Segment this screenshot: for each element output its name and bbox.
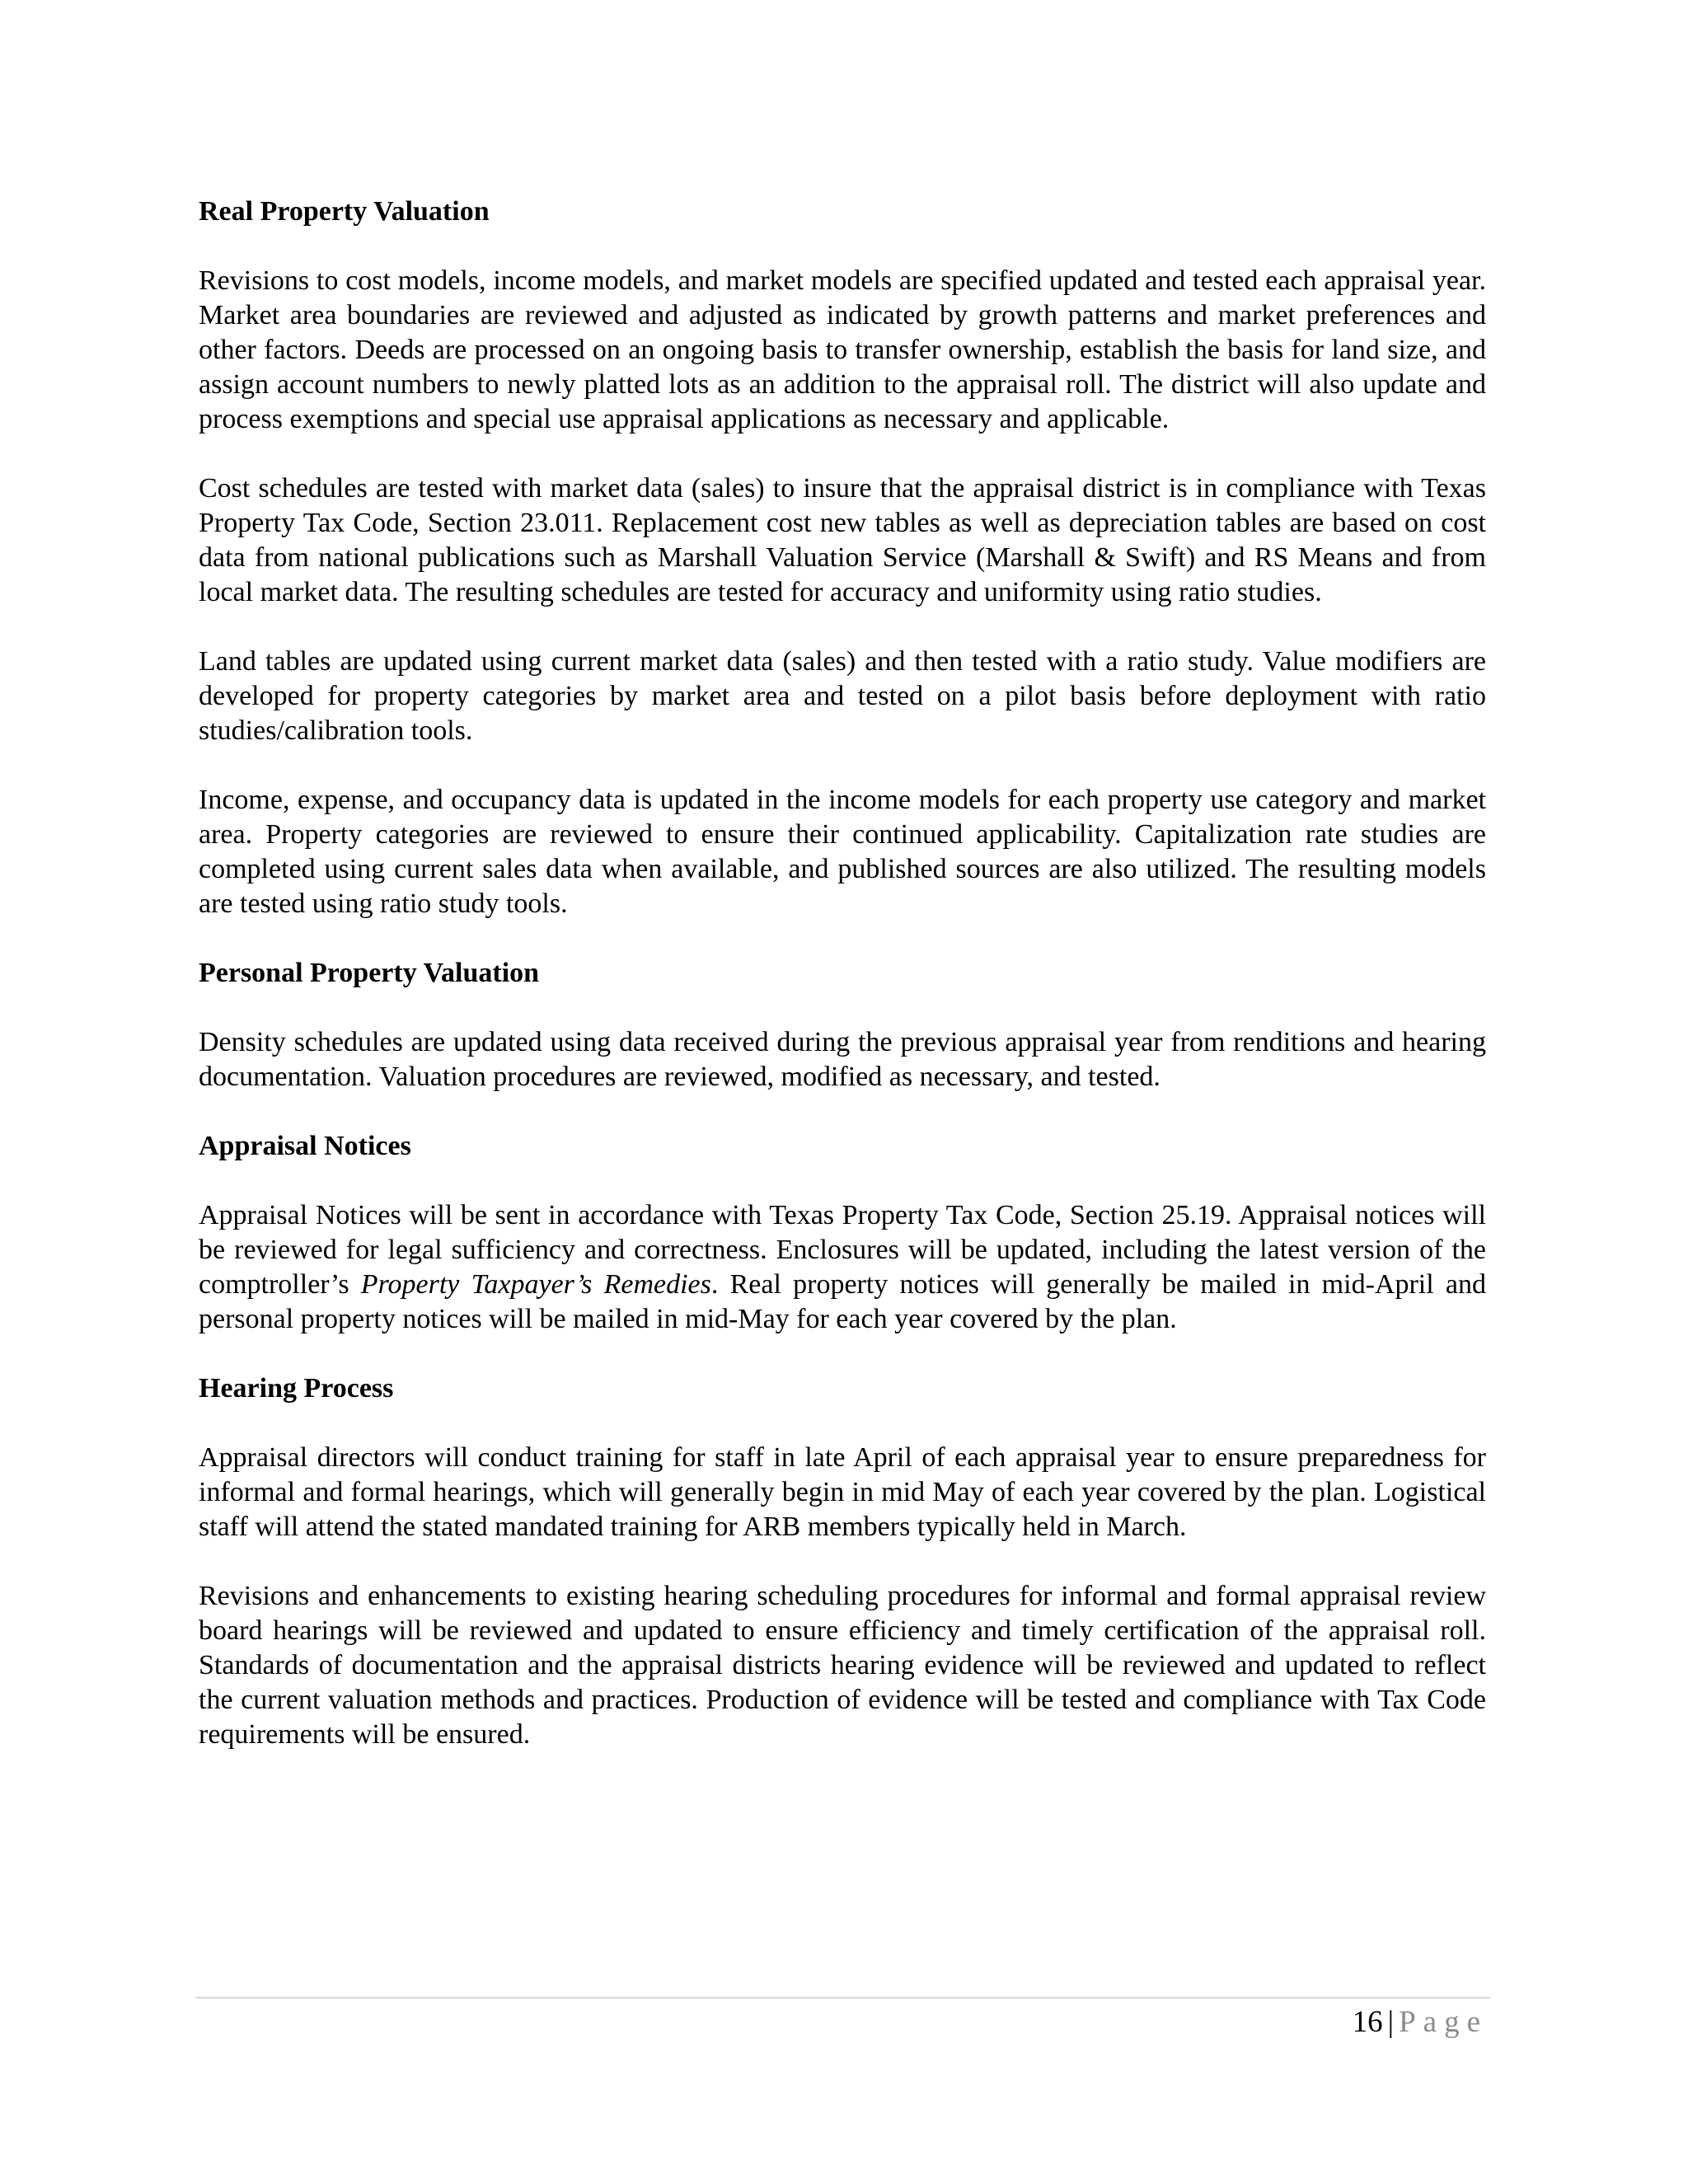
paragraph: Cost schedules are tested with market data (sales) to insure that the appraisal district is in compliance with Texas Property Tax Code, Section 23.011. Replacement cost new tables as well as depreciation tables are based on cost data from national publications such as Marshall Valuation Service (Marshall & Swift) and RS Means and from local market data. The resulting schedules are tested for accuracy and uniformity using ratio studies. xyxy=(199,473,1486,607)
page-number: 16 xyxy=(1352,2005,1383,2039)
page-footer xyxy=(1353,2004,1488,2041)
paragraph xyxy=(199,1198,1486,1337)
footer-divider xyxy=(195,1997,1490,1999)
page-label: Page xyxy=(1399,2005,1488,2039)
paragraph: Density schedules are updated using data received during the previous appraisal year from renditions and hearing documentation. Valuation procedures are reviewed, modified as necessary, and tested. xyxy=(199,1027,1486,1092)
page-content xyxy=(199,194,1486,1787)
publication-title: Property Taxpayer’s Remedies xyxy=(360,1269,711,1300)
footer-separator: | xyxy=(1387,2005,1395,2039)
paragraph-text: . Real property notices will generally be mailed in mid-April and personal property notices will be mailed in mid-May for each year covered by the plan. xyxy=(199,1269,1486,1334)
section-heading-appraisal-notices: Appraisal Notices xyxy=(199,1131,411,1161)
section-heading-personal-property: Personal Property Valuation xyxy=(199,958,540,988)
paragraph: Appraisal directors will conduct training for staff in late April of each appraisal year to ensure preparedness for informal and formal hearings, which will generally begin in mid May of each year covered by the plan. Logistical staff will attend the stated mandated training for ARB members typically held in March. xyxy=(199,1442,1486,1542)
section-heading-real-property: Real Property Valuation xyxy=(199,196,490,227)
paragraph: Income, expense, and occupancy data is updated in the income models for each property use category and market area. Property categories are reviewed to ensure their continued applicability. Capitalization rate studies are completed using current sales data when available, and published sources are also utilized. The resulting models are tested using ratio study tools. xyxy=(199,785,1486,919)
section-heading-hearing-process: Hearing Process xyxy=(199,1373,394,1404)
paragraph-text: Appraisal Notices will be sent in accordance with Texas Property Tax Code, Section 25.19. Appraisal notices will be reviewed for legal sufficiency and correctness. Enclosures will be updated, including the latest version of the comptroller’s xyxy=(199,1200,1486,1300)
paragraph: Revisions to cost models, income models, and market models are specified updated and tested each appraisal year. Market area boundaries are reviewed and adjusted as indicated by growth patterns and market preferences and other factors. Deeds are processed on an ongoing basis to transfer ownership, establish the basis for land size, and assign account numbers to newly platted lots as an addition to the appraisal roll. The district will also update and process exemptions and special use appraisal applications as necessary and applicable. xyxy=(199,265,1486,434)
paragraph: Land tables are updated using current market data (sales) and then tested with a ratio study. Value modifiers are developed for property categories by market area and tested on a pilot basis before deployment with ratio studies/calibration tools. xyxy=(199,646,1486,746)
paragraph: Revisions and enhancements to existing hearing scheduling procedures for informal and formal appraisal review board hearings will be reviewed and updated to ensure efficiency and timely certification of the appraisal roll. Standards of documentation and the appraisal districts hearing evidence will be reviewed and updated to reflect the current valuation methods and practices. Production of evidence will be tested and compliance with Tax Code requirements will be ensured. xyxy=(199,1581,1486,1750)
